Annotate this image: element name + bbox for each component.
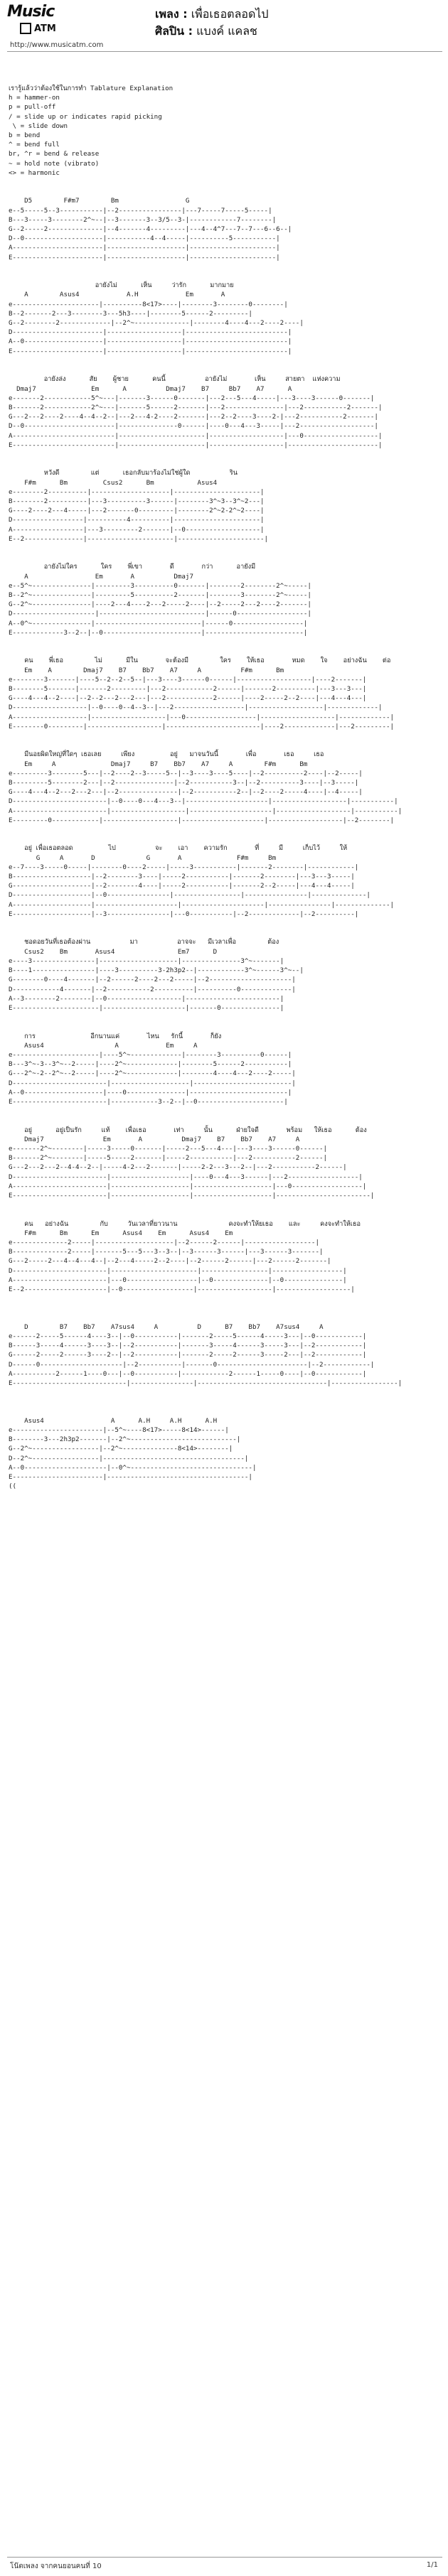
song-row (155, 6, 269, 23)
page-number: 1/1 (426, 2561, 438, 2569)
song-title: เพื่อเธอตลอดไป (191, 7, 269, 21)
tablature-sheet: เรารู้แล้วว่าต้องใช้ในการทำ Tablature Explanation h = hammer-on p = pull-off / = slide up or indicates rapid picking \ = slide down b = bend ^ = bend full br, ^r = bend & release ~ = hold note (vibrato) <> = harmonic D5 F#m7 Bm G e--5-----5--3-----------|--2----------------|---7-----7-----5-----| B---3-----3--------2^~--|--3-------3--3/5--3-|------------7--------| G--2-----2--------------|--4-------4---------|---4--4^7---7--7---6--6--| D--0--------------------|-----------4--4-----|----------5-----------| A-----------------------|--------------------|----------------------| E-----------------------|--------------------|----------------------| อายังไม่ เห็น ว่ารัก มากมาย A Asus4 A.H Em A e----------------------|----------8<17>----|--------3--------0--------| B--2-------2---3--------3---5h3----|--------5------2---------| G--2--------2-------------|--2^~--------------|--------4----4---2----2----| D-----------------------|-------------------|--------------------------| A--0--------------------|-------------------|--------------------------| E-----------------------|-------------------|--------------------------| อายังล่ง สัย ผู้ชาย คนนี้ อายังไม่ เห็น สายตา แห่งความ Dmaj7 Em A Dmaj7 B7 Bb7 A7 A e-------2------------5^~---|-------3------0-------|---2---5---4-----|---3----3------0-------| B-------2------------2^~---|-------5------2-------|---2---------------|---2-----------2-------| G---2---2----2----4--4--2--|---2---4-2----2-------|---2--2----3----2-|---2-----------2-------| D--0-----------------------|---------------0------|----0---4---3-----|---2-------------------| A--------------------------|----------------------|-------------------|---0-------------------| E--------------------------|----------------------|-------------------|-----------------------| หวังดี แต่ เธอกลับมาร้องไม่ใช่ผู้ใด ริน F#m Bm Csus2 Bm Asus4 e--------2----------|--------------------|----------------------| B--------2----------|---3----------3------|--------3^~3--3^~2---| G----2----2---4-----|---2-------0---------|--------2^~2-2^~2----| D------------------|----------4----------|----------------------| A------------------|---3---------2-------|--0-------------------| E--2---------------|----------------------|----------------------| อายังไม่ใคร ใคร พี่เขา ดี กว่า อายังมี A Em A Dmaj7 e--5^~---------------|---------3----------0-------|--------2--------2^~-----| B--2^~---------------|---------5----------2-------|--------3--------2^~-----| G--2^~---------------|----2---4----2---2-----2----|--2-----2---2----2-------| D---------------------|---------------------------|------0------------------| A--0^~---------------|---------------------------|------0------------------| E-------------3--2--|--0-------------------------|-------------------------| คน พี่เธอ ไม่ มีใน จะต้องมี ใคร ให้เธอ หมด ใจ อย่างฉัน ต่อ Em A Dmaj7 B7 Bb7 A7 A F#m Bm e--------3-------|----5--2--2--5--|---3----3------0------|-------------------|----2-------| B--------5-------|-------2---------|---2------------2------|-------2----------|---3---3---| G----4---4--2----|--2--2---2---2---|---2------------2------|----2-----2--2----|---4---4---| D-------------------|--0----0--4--3--|---2------------------|-------------------|-------------| A-------------------|-------------------|---0------------------|-------------------|-------------| E--------0---------|-------------------|------------------------|----2-------------|---2---------| มีนอยผิดใหญ่ที่ใดๆ เธอเลย เพียง อยู่ มาจนวันนี้ เพื่อ เธอ เธอ Em A Dmaj7 B7 Bb7 A7 A F#m Bm e---------3--------5---|--2----2--3-----5--|--3----3----5----|--2----------2----|--2-----| B---------5--------2---|--2---------------|--2-----------3--|--2----------3----|--3-----| G----4---4--2---2---2---|--2---------------|--2-----------2--|--2----2-----4----|--4-----| D------------------------|--0----0---4---3--|---------------------|-------------------|-----------| A------------------------|-------------------|---------------------|-------------------|-----------| E---------0------------|-------------------|---------------------|-------------------|--2--------| อยู่ เพื่อเธอตลอด ไป จะ เอา ความรัก ที่ มี เก็บไว้ ให้ G A D G A F#m Bm e--7----3-----0-----|--------0----2-----|-----3-----------|-------2--------|------------| B--------------------|--2--------3----|-----2-----------|-------2--------|---3---3-----| G--------------------|--2--------4----|-----2-----------|-------2--2-----|---4---4-----| D--------------------|--0----------------|-----------------|----------------|--------------| A--------------------|---------------------|---------------------|----------------|--------------| E--------------------|--3----------------|---0-----------|--2-------------|--2----------| ชอดอยวันที่เธอต้องผ่าน มา อาจจะ มีเวลาเพื่อ ต้อง Csus2 Bm Asus4 Em7 D e----3----------------|--------------------|---------------3^~-------| B----1----------------|----3----------3-2h3p2--|------------3^~------3^~--| G--------0----4-------|--2------2----2---2-----|--2---------------------| D------------4-------|--2-----------2----------|----------0-------------| A--3--------2--------|--0-------------------|------------------------| E----------------------|---------------------|-------0---------------| การ อีกนานแค่ ไหน รักนี้ ก็ยัง Asus4 A Em A e----------------------|----5^~-------------|--------3----------0------| B---3^~-3--3^~--2-----|----2^~-------------|--------5------2-----------| G---2^~-2--2^~--2-----|----2^~-------------|--------4----4---2----2-----| D------------------------|--------------------|-------------------------| A--0--------------------|----0---------------|-------------------------| E------------------------|------------3--2--|--0----------------------| อยู่ อยู่เป็นรัก แท้ เพื่อเธอ เท่า นั้น ฝ่ายใจดี พร้อม ให้เธอ ต้อง Dmaj7 Em A Dmaj7 B7 Bb7 A7 A e-------2^~--------|-----3-----0-------|-----2---5---4---|---3----3------0------| B-------2^~--------|-----5-----2-------|-----2-----------|---2-----------2------| G---2---2---2--4-4--2--|-----4-2---2-------|-----2-2---3---2--|---2-----------2------| D------------------------|--------------------|----0---4---3------|---2------------------| A------------------------|--------------------|--------------------|---0------------------| E------------------------|--------------------|--------------------|------------------------| คน อย่างฉัน กับ วันเวลาที่ยาวนาน คงจะทำให้ยเธอ และ คงจะทำให้เธอ F#m Bm Em Asus4 Em Asus4 Em e--------------2-----|--------------------|--2------2------|------------------| B--------------2-----|-------5---5---3--3--|--3------3------|---3------3-------| G---2-----2---4--4---4--|--2---4-----2--2----|--2------2------|---2------2-------| D------------------------|----------------------|-----------------|------------------| A------------------------|---0------------------|--0--------------|--0---------------| E--2---------------------|--0------------------|-------------------|-------------------| D B7 Bb7 A7sus4 A D B7 Bb7 A7sus4 A e------2-----5------4----3--|--0-----------|-------2-----5------4-----3---|--0------------| B------3-----4------3----3--|--2-----------|-------3-----4------3-----3---|--2------------| G------2-----2------3----2--|--2-----------|-------2-----2------3-----2---|--2------------| D------0---------------------|--2-----------|-------0-----------------------|--2------------| A-----------2------1----0---|--0-----------|------------2------1-----0----|--0------------| E-----------------------------|----------------|---------------------------------|-----------------| Asus4 A A.H A.H A.H e-----------------------|--5^~----8<17>-----8<14>------| B--------3---2h3p2-------|--2^~---------------------------| G--2^~-----------------|--2^~--------------8<14>--------| D--2^~-----------------|------------------------------------| A--0---------------------|--0^~-------------------------------| E-----------------------|------------------------------------| (( (9, 85, 402, 1491)
site-url[interactable]: http://www.musicatm.com (10, 41, 104, 49)
song-label: เพลง : (155, 7, 188, 21)
footer-note: โน๊ตเพลง จากคนยอนคนที่ 10 (10, 2562, 102, 2570)
logo-atm-text: ATM (34, 23, 56, 34)
site-logo[interactable] (7, 3, 114, 38)
header-divider (7, 51, 442, 52)
logo-music-text: Music (7, 3, 55, 21)
song-info (155, 6, 269, 40)
page-footer (0, 2557, 448, 2574)
artist-row (155, 23, 269, 40)
logo-box-icon (20, 23, 31, 34)
page-header (0, 0, 448, 50)
artist-label: ศิลปิน : (155, 24, 193, 38)
footer-divider (7, 2557, 442, 2558)
artist-name: แบงค์ แคลช (196, 24, 257, 38)
logo-atm (20, 23, 56, 34)
